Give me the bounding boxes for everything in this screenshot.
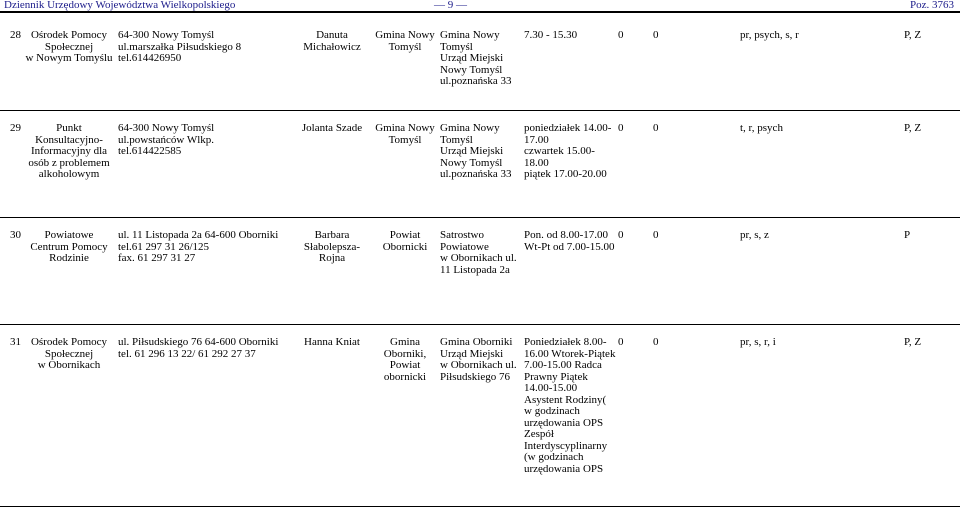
founding-body [440,30,530,88]
cell-line: Poniedziałek 8.00- [524,336,607,348]
cell-line: Gmina Nowy [440,29,500,41]
cell-line: Konsultacyjno- [35,133,103,146]
cell-line: Pon. od 8.00-17.00 [524,229,609,241]
row-number [10,230,24,242]
cell-line: pr, s, r, i [740,336,776,348]
cell-line: tel.614426950 [118,52,182,64]
cell-line: 11 Listopada 2a [440,263,510,276]
cell-line: Informacyjny dla [30,145,108,157]
cell-line: 31 [10,336,21,348]
cell-line: Tomyśl [440,40,473,53]
cell-line: ul.powstańców Wlkp. [118,133,215,146]
table-row [0,18,960,111]
institution-address [118,123,288,158]
founding-body [440,230,530,276]
cell-line: tel.614422585 [118,145,182,157]
cell-line: Gmina Nowy [375,29,435,41]
cell-line: Wt-Pt od 7.00-15.00 [524,240,615,253]
cell-line: pr, psych, s, r [740,29,799,41]
cell-line: Powiat [389,229,421,241]
cell-line: t, r, psych [740,122,783,134]
cell-line: Piłsudskiego 76 [440,370,510,383]
cell-line: Tomyśl [440,133,473,146]
cell-line: Gmina Nowy [440,122,500,134]
page-number: — 9 — [434,0,467,11]
service-area [372,337,438,383]
service-type [904,30,944,42]
cell-line: 0 [618,122,624,134]
value-2 [653,230,665,242]
cell-line: Gmina Oborniki [440,336,513,348]
contact-person [290,337,374,349]
cell-line: w Obornikach [37,359,101,371]
cell-line: Nowy Tomyśl [440,156,503,169]
cell-line: Centrum Pomocy [30,240,108,253]
cell-line: ul.marszałka Piłsudskiego 8 [118,40,242,53]
cell-line: urzędowania OPS [524,416,604,429]
cell-line: 0 [653,122,659,134]
cell-line: Punkt [56,122,82,134]
cell-line: P, Z [904,29,922,41]
services-list [740,337,840,349]
opening-hours [524,123,624,181]
cell-line: urzędowania OPS [524,462,604,475]
founding-body [440,123,530,181]
cell-line: w Obornikach ul. [440,252,517,264]
contact-person [290,123,374,135]
cell-line: Społecznej [44,347,94,360]
journal-title: Dziennik Urzędowy Województwa Wielkopolskiego [4,0,236,11]
cell-line: 0 [618,336,624,348]
cell-line: Ośrodek Pomocy [30,336,108,348]
service-area [372,30,438,53]
cell-line: poniedziałek 14.00- [524,122,612,134]
cell-line: 16.00 Wtorek-Piątek [524,347,616,360]
cell-line: 29 [10,122,21,134]
cell-line: 0 [653,229,659,241]
cell-line: 64-300 Nowy Tomyśl [118,29,215,41]
cell-line: alkoholowym [38,168,100,180]
cell-line: 7.00-15.00 Radca [524,359,602,371]
cell-line: Nowy Tomyśl [440,63,503,76]
cell-line: 14.00-15.00 [524,382,578,394]
cell-line: obornicki [383,370,427,383]
cell-line: Hanna Kniat [304,336,360,348]
cell-line: P [904,229,911,241]
cell-line: ul. Piłsudskiego 76 64-600 Oborniki [118,336,279,348]
founding-body [440,337,530,383]
cell-line: P, Z [904,336,922,348]
institution-name [24,123,114,181]
institution-address [118,230,288,265]
cell-line: Obornicki [382,240,428,253]
cell-line: tel. 61 296 13 22/ 61 292 27 37 [118,347,256,360]
cell-line: 0 [653,29,659,41]
cell-line: Rojna [318,252,346,264]
cell-line: 0 [618,29,624,41]
page-header [0,0,960,11]
service-type [904,230,944,242]
cell-line: Powiatowe [44,229,94,241]
cell-line: Michałowicz [303,40,361,53]
row-number [10,123,24,135]
cell-line: w Nowym Tomyślu [25,52,113,64]
cell-line: 17.00 [524,133,549,146]
cell-line: P, Z [904,122,922,134]
cell-line: piątek 17.00-20.00 [524,168,607,180]
cell-line: (w godzinach [524,451,584,463]
cell-line: 64-300 Nowy Tomyśl [118,122,215,134]
contact-person [290,230,374,265]
cell-line: czwartek 15.00- [524,145,595,157]
cell-line: Powiat [389,359,421,371]
table-row [0,111,960,218]
service-type [904,123,944,135]
cell-line: Interdyscyplinarny [524,439,608,452]
value-1 [618,230,630,242]
institution-address [118,30,288,65]
row-number [10,337,24,349]
institution-name [24,30,114,65]
cell-line: Słabolepsza- [303,240,361,253]
cell-line: Asystent Rodziny( [524,393,607,406]
cell-line: 28 [10,29,21,41]
institution-name [24,230,114,265]
cell-line: Powiatowe [440,240,489,253]
table-row [0,325,960,507]
cell-line: 30 [10,229,21,241]
service-area [372,230,438,253]
cell-line: Barbara [314,229,350,241]
cell-line: Gmina [390,336,420,348]
cell-line: Społecznej [44,40,94,53]
cell-line: Gmina Nowy [375,122,435,134]
value-1 [618,337,630,349]
table-row [0,218,960,325]
cell-line: Prawny Piątek [524,370,588,383]
cell-line: osób z problemem [28,156,110,169]
cell-line: pr, s, z [740,229,769,241]
services-list [740,230,840,242]
cell-line: ul.poznańska 33 [440,168,512,180]
value-2 [653,123,665,135]
cell-line: Urząd Miejski [440,52,504,64]
cell-line: Tomyśl [388,40,422,53]
cell-line: Satrostwo [440,229,484,241]
cell-line: 7.30 - 15.30 [524,29,578,41]
cell-line: tel.61 297 31 26/125 [118,240,210,253]
service-area [372,123,438,146]
opening-hours [524,230,624,253]
value-2 [653,337,665,349]
cell-line: Urząd Miejski [440,347,504,360]
cell-line: Jolanta Szade [301,122,363,134]
cell-line: Danuta [316,29,348,41]
cell-line: Oborniki, [383,347,427,360]
cell-line: Ośrodek Pomocy [30,29,108,41]
value-2 [653,30,665,42]
value-1 [618,123,630,135]
cell-line: ul.poznańska 33 [440,75,512,87]
opening-hours [524,337,624,475]
cell-line: Zespół [524,428,554,440]
cell-line: 18.00 [524,156,549,169]
cell-line: ul. 11 Listopada 2a 64-600 Oborniki [118,229,279,241]
service-type [904,337,944,349]
cell-line: fax. 61 297 31 27 [118,252,196,264]
institution-address [118,337,288,360]
cell-line: 0 [618,229,624,241]
value-1 [618,30,630,42]
position-number: Poz. 3763 [910,0,954,11]
header-rule [0,11,960,13]
cell-line: w Obornikach ul. [440,359,517,371]
opening-hours [524,30,624,42]
services-list [740,123,840,135]
institution-name [24,337,114,372]
cell-line: Urząd Miejski [440,145,504,157]
cell-line: Tomyśl [388,133,422,146]
services-list [740,30,840,42]
cell-line: w godzinach [524,405,580,417]
cell-line: 0 [653,336,659,348]
contact-person [290,30,374,53]
row-number [10,30,24,42]
cell-line: Rodzinie [49,252,89,264]
